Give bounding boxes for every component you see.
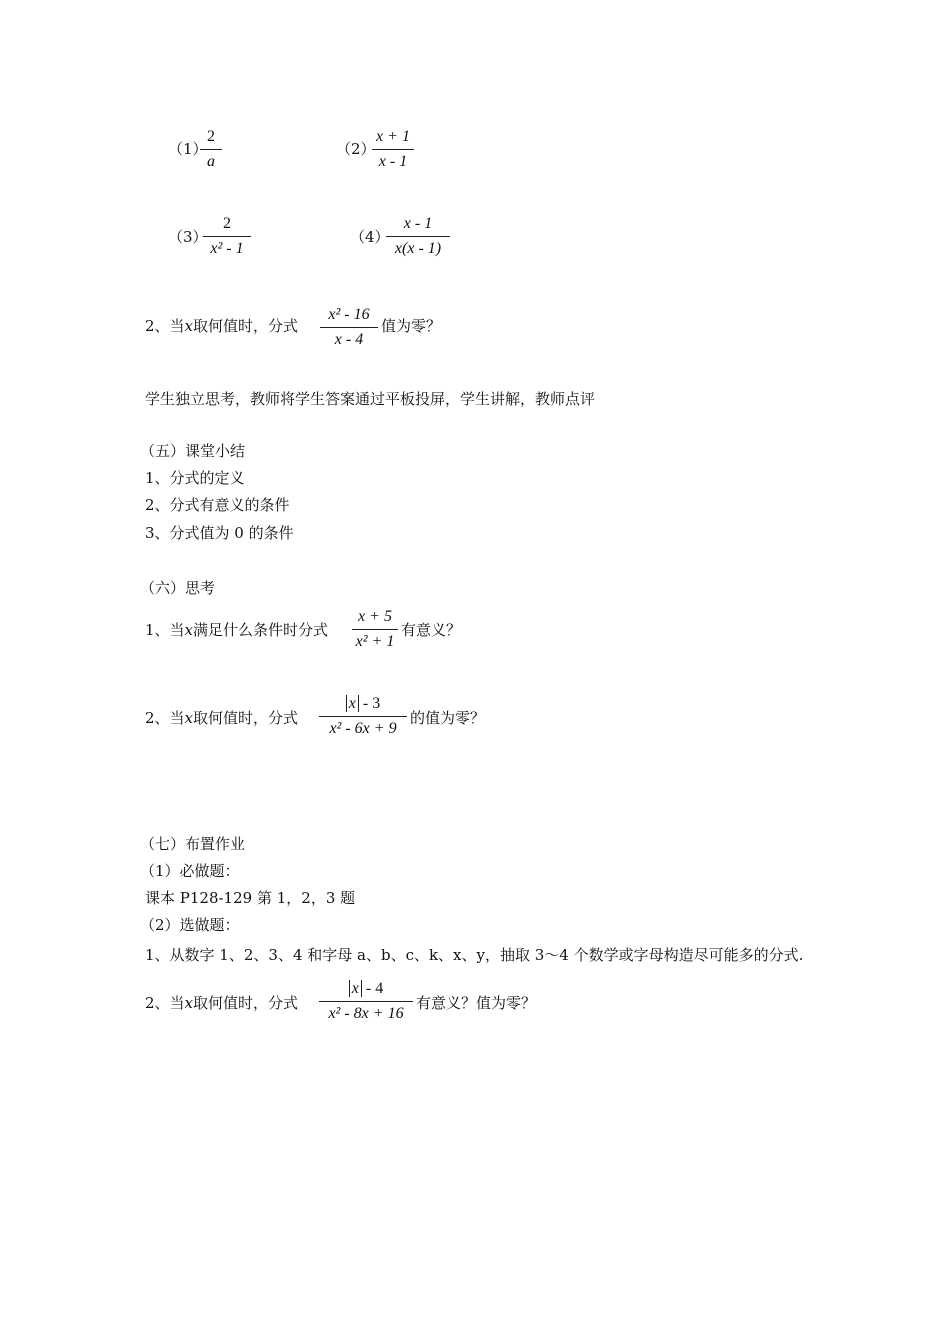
- summary-heading: （五）课堂小结: [140, 442, 246, 460]
- summary-item: 3、分式值为 0 的条件: [145, 524, 294, 542]
- exercise-2-fraction: [372, 127, 414, 172]
- exercise-2: [336, 138, 376, 159]
- homework-optional-item-2: 2、当x取何值时，分式: [145, 994, 299, 1012]
- homework-optional-item-2-suffix: 有意义？值为零？: [416, 994, 537, 1012]
- exercise-3-label: （3）: [168, 228, 208, 246]
- thinking-question-1: 1、当x满足什么条件时分式: [145, 621, 329, 639]
- exercise-2-numerator: x + 1: [376, 128, 410, 145]
- summary-item: 2、分式有意义的条件: [145, 496, 290, 514]
- exercise-4: [350, 226, 390, 247]
- exercise-3: [168, 226, 208, 247]
- exercise-1-denominator: a: [207, 153, 215, 170]
- thinking-question-1-fraction: x + 5 x² + 1: [352, 607, 398, 652]
- exercise-1-numerator: 2: [207, 128, 215, 145]
- exercise-3-numerator: 2: [223, 215, 231, 232]
- thinking-question-1-suffix: 有意义？: [401, 621, 462, 639]
- thinking-question-2-fraction: x - 3 x² - 6x + 9: [319, 694, 407, 739]
- homework-optional-item-1: 1、从数字 1、2、3、4 和字母 a、b、c、k、x、y，抽取 3～4 个数学或字母构造尽可能多的分式.: [145, 946, 804, 964]
- exercise-1-label: （1）: [168, 140, 208, 158]
- exercise-3-denominator: x² - 1: [210, 240, 244, 257]
- exercise-4-denominator: x(x - 1): [394, 240, 442, 257]
- exercise-question-2: 2、当x取何值时，分式: [145, 317, 299, 335]
- exercise-4-label: （4）: [350, 228, 390, 246]
- homework-optional-item-2-fraction: x - 4 x² - 8x + 16: [319, 979, 413, 1024]
- exercise-2-label: （2）: [336, 140, 376, 158]
- exercise-3-fraction: [203, 214, 251, 259]
- thinking-heading: （六）思考: [140, 579, 216, 597]
- exercise-1-fraction: [200, 127, 222, 172]
- summary-item: 1、分式的定义: [145, 469, 245, 487]
- exercise-2-denominator: x - 1: [378, 153, 408, 170]
- homework-required-text: 课本 P128-129 第 1，2，3 题: [145, 889, 356, 907]
- thinking-question-2: 2、当x取何值时，分式: [145, 709, 299, 727]
- thinking-question-2-suffix: 的值为零？: [410, 709, 486, 727]
- homework-optional-label: （2）选做题：: [140, 916, 240, 934]
- exercise-question-2-suffix: 值为零？: [381, 317, 442, 335]
- exercise-4-fraction: [386, 214, 450, 259]
- homework-required-label: （1）必做题：: [140, 862, 240, 880]
- activity-text: 学生独立思考，教师将学生答案通过平板投屏，学生讲解，教师点评: [145, 390, 596, 408]
- exercise-question-2-fraction: x² - 16 x - 4: [320, 305, 378, 350]
- exercise-4-numerator: x - 1: [403, 215, 433, 232]
- homework-heading: （七）布置作业: [140, 835, 246, 853]
